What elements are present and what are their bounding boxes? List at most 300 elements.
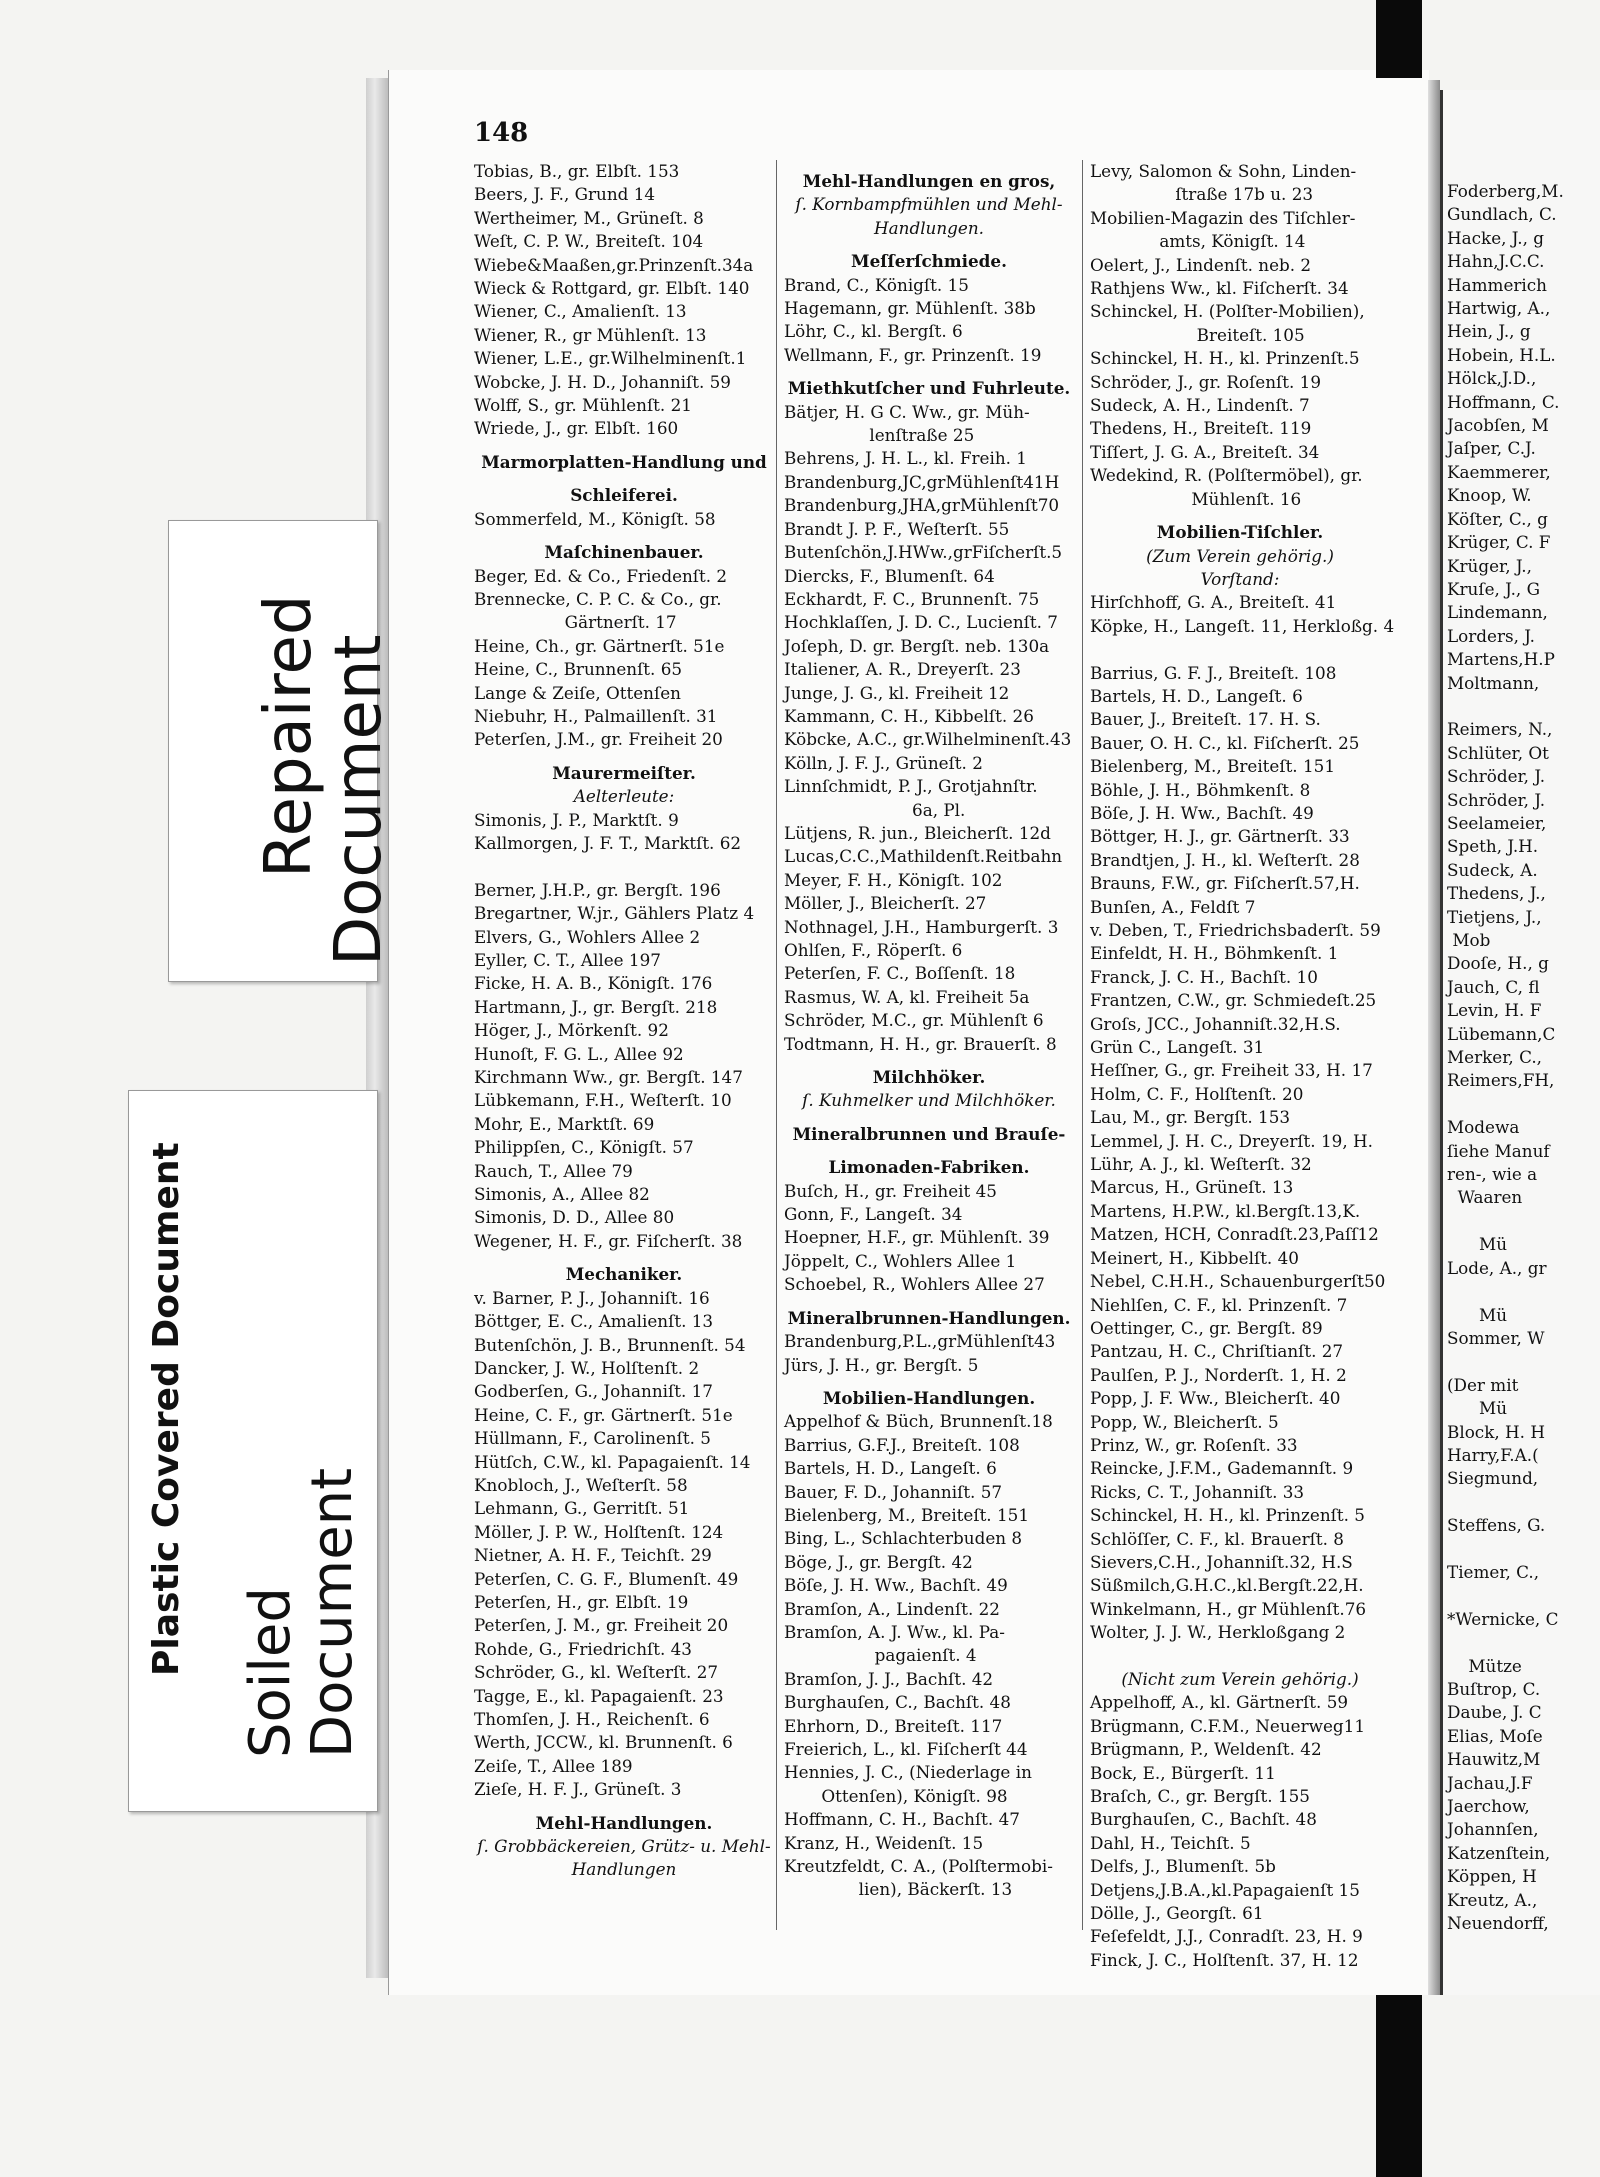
facing-entry: Jaerchow, [1447, 1796, 1530, 1817]
facing-entry: Hölck,J.D., [1447, 368, 1537, 389]
directory-entry: Pantzau, H. C., Chriſtianſt. 27 [1090, 1341, 1344, 1362]
directory-entry: Tobias, B., gr. Elbſt. 153 [474, 161, 680, 181]
facing-entry: Hauwitz,M [1447, 1749, 1541, 1770]
directory-entry: Heine, C., Brunnenſt. 65 [474, 659, 683, 680]
directory-entry: Oettinger, C., gr. Bergſt. 89 [1090, 1317, 1323, 1338]
directory-entry: Lau, M., gr. Bergſt. 153 [1090, 1107, 1291, 1128]
directory-entry: Sommerfeld, M., Königſt. 58 [474, 508, 716, 529]
directory-entry: v. Deben, T., Friedrichsbaderſt. 59 [1090, 920, 1381, 940]
facing-entry: Hacke, J., g [1447, 227, 1544, 248]
directory-entry: Marcus, H., Grüneſt. 13 [1090, 1177, 1294, 1198]
directory-entry: Simonis, A., Allee 82 [474, 1184, 650, 1205]
facing-entry [1447, 1631, 1600, 1654]
directory-entry: Bing, L., Schlachterbuden 8 [784, 1528, 1023, 1549]
directory-entry: Paulſen, P. J., Norderſt. 1, H. 2 [1090, 1364, 1347, 1385]
directory-entry [1090, 638, 1390, 661]
directory-entry: Lehmann, G., Gerritſt. 51 [474, 1498, 690, 1519]
directory-entry: Jürs, J. H., gr. Bergſt. 5 [784, 1354, 979, 1375]
directory-entry: Sievers,C.H., Johanniſt.32, H.S [1090, 1551, 1353, 1572]
directory-entry: Finck, J. C., Holſtenſt. 37, H. 12 [1090, 1949, 1359, 1970]
directory-entry: Simonis, J. P., Marktſt. 9 [474, 809, 679, 830]
section-heading: Mineralbrunnen-Handlungen. [787, 1307, 1071, 1328]
directory-entry: Lübkemann, F.H., Weſterſt. 10 [474, 1090, 732, 1111]
directory-entry: Brennecke, C. P. C. & Co., gr. [474, 588, 722, 609]
directory-entry: Bock, E., Bürgerſt. 11 [1090, 1762, 1276, 1783]
directory-entry: Brandenburg,P.L.,grMühlenſt43 [784, 1331, 1056, 1352]
facing-entry: Lorders, J. [1447, 625, 1536, 646]
directory-entry: Werth, JCCW., kl. Brunnenſt. 6 [474, 1732, 733, 1753]
directory-entry: Brauns, F.W., gr. Fiſcherſt.57,H. [1090, 873, 1360, 894]
directory-entry: Kreutzfeldt, C. A., (Polſtermobi- [784, 1856, 1053, 1877]
directory-entry: Buſch, H., gr. Freiheit 45 [784, 1180, 997, 1201]
column-2 [784, 160, 1074, 1902]
facing-entry: Hartwig, A., [1447, 298, 1551, 319]
facing-entry: Mob [1447, 930, 1491, 950]
directory-entry: Ehrhorn, D., Breiteſt. 117 [784, 1715, 1003, 1736]
facing-entry: Siegmund, [1447, 1468, 1539, 1489]
directory-entry: Peterſen, F. C., Boſſenſt. 18 [784, 963, 1016, 984]
directory-entry: Hartmann, J., gr. Bergſt. 218 [474, 996, 718, 1017]
directory-entry: Hoepner, H.F., gr. Mühlenſt. 39 [784, 1227, 1050, 1248]
repaired-label-line-1: Repaired [252, 594, 326, 878]
directory-entry: Simonis, D. D., Allee 80 [474, 1207, 675, 1228]
directory-entry: Schröder, J., gr. Roſenſt. 19 [1090, 371, 1322, 392]
directory-entry: Brandt J. P. F., Weſterſt. 55 [784, 518, 1010, 539]
directory-entry: Brandenburg,JHA,grMühlenſt70 [784, 495, 1060, 516]
directory-entry: Bunſen, A., Feldſt 7 [1090, 896, 1256, 917]
directory-entry: Breiteſt. 105 [1090, 324, 1305, 345]
directory-entry: Schinckel, H. H., kl. Prinzenſt. 5 [1090, 1505, 1365, 1526]
directory-entry: Einfeldt, H. H., Böhmkenſt. 1 [1090, 943, 1339, 964]
facing-entry [1447, 1210, 1600, 1233]
section-note: ſ. Kornbampfmühlen und Mehl- [795, 194, 1063, 215]
directory-entry: Böttger, H. J., gr. Gärtnerſt. 33 [1090, 826, 1350, 847]
directory-entry: Wedekind, R. (Polſtermöbel), gr. [1090, 465, 1363, 486]
directory-entry: Lucas,C.C.,Mathildenſt.Reitbahn [784, 846, 1063, 867]
facing-entry [1447, 1584, 1600, 1607]
directory-entry: Rauch, T., Allee 79 [474, 1160, 633, 1181]
directory-entry: Linnſchmidt, P. J., Grotjahnſtr. [784, 776, 1038, 797]
directory-entry: Eyller, C. T., Allee 197 [474, 950, 661, 970]
directory-entry: Godberſen, G., Johanniſt. 17 [474, 1381, 713, 1402]
directory-entry: Schlöſſer, C. F., kl. Brauerſt. 8 [1090, 1528, 1344, 1549]
facing-entry: Tietjens, J., [1447, 906, 1542, 927]
section-heading: Mechaniker. [565, 1264, 683, 1285]
column-3 [1090, 160, 1395, 1972]
directory-entry: Möller, J., Bleicherſt. 27 [784, 893, 987, 914]
directory-entry: Schinckel, H. H., kl. Prinzenſt.5 [1090, 348, 1360, 369]
directory-entry: amts, Königſt. 14 [1090, 231, 1306, 252]
directory-entry: Köbcke, A.C., gr.Wilhelminenſt.43 [784, 729, 1072, 750]
facing-entry: Moltmann, [1447, 672, 1540, 693]
section-note: (Zum Verein gehörig.) [1146, 545, 1334, 566]
directory-entry: Wiener, L.E., gr.Wilhelminenſt.1 [474, 348, 747, 369]
directory-entry: Hochklaſſen, J. D. C., Lucienſt. 7 [784, 612, 1058, 633]
facing-entry: Köſter, C., g [1447, 508, 1548, 529]
directory-entry: Meinert, H., Kibbelſt. 40 [1090, 1247, 1299, 1268]
section-heading: Meſſerſchmiede. [851, 251, 1007, 272]
directory-entry: Dancker, J. W., Holſtenſt. 2 [474, 1357, 700, 1378]
facing-entry: Hammerich [1447, 274, 1547, 295]
facing-entry: Mütze [1447, 1655, 1522, 1676]
section-heading: Limonaden-Fabriken. [828, 1157, 1030, 1178]
facing-entry: Dooſe, H., g [1447, 953, 1549, 974]
directory-entry: Kammann, C. H., Kibbelſt. 26 [784, 705, 1034, 726]
directory-entry: Groſs, JCC., Johanniſt.32,H.S. [1090, 1013, 1341, 1034]
directory-entry [1090, 1645, 1390, 1668]
directory-entry: pagaienſt. 4 [784, 1645, 977, 1666]
directory-entry: Franck, J. C. H., Bachſt. 10 [1090, 966, 1318, 987]
directory-entry: Hoffmann, C. H., Bachſt. 47 [784, 1809, 1020, 1830]
facing-entry: Sommer, W [1447, 1327, 1545, 1348]
directory-entry: lien), Bäckerſt. 13 [784, 1879, 1013, 1900]
facing-entry: Speth, J.H. [1447, 836, 1539, 857]
directory-entry: Todtmann, H. H., gr. Brauerſt. 8 [784, 1033, 1057, 1054]
directory-entry: Wertheimer, M., Grüneſt. 8 [474, 207, 704, 228]
facing-page-column [1447, 180, 1600, 1935]
directory-entry: Mohr, E., Marktſt. 69 [474, 1113, 655, 1134]
directory-entry: Elvers, G., Wohlers Allee 2 [474, 926, 701, 947]
directory-entry: Beger, Ed. & Co., Friedenſt. 2 [474, 565, 728, 586]
facing-entry: Daube, J. C [1447, 1702, 1542, 1723]
facing-entry: Sudeck, A. [1447, 859, 1538, 880]
directory-entry: Süßmilch,G.H.C.,kl.Bergſt.22,H. [1090, 1575, 1364, 1596]
directory-entry: Oelert, J., Lindenſt. neb. 2 [1090, 254, 1312, 275]
facing-entry: Jachau,J.F [1447, 1772, 1533, 1793]
section-note: Handlungen [571, 1859, 677, 1880]
directory-entry: Kirchmann Ww., gr. Bergſt. 147 [474, 1067, 743, 1088]
directory-entry: Butenſchön,J.HWw.,grFiſcherſt.5 [784, 542, 1063, 563]
facing-entry: Thedens, J., [1447, 883, 1546, 904]
facing-entry: *Wernicke, C [1447, 1608, 1559, 1629]
directory-entry: Delfs, J., Blumenſt. 5b [1090, 1856, 1276, 1877]
directory-entry: Löhr, C., kl. Bergſt. 6 [784, 321, 963, 342]
plastic-covered-label: Plastic Covered Document [146, 1142, 187, 1676]
directory-entry: Butenſchön, J. B., Brunnenſt. 54 [474, 1334, 746, 1355]
directory-entry: Berner, J.H.P., gr. Bergſt. 196 [474, 879, 721, 900]
facing-entry: Schröder, J. [1447, 789, 1546, 810]
directory-entry: Matzen, HCH, Conradſt.23,Paſſ12 [1090, 1224, 1379, 1245]
directory-entry: Martens, H.P.W., kl.Bergſt.13,K. [1090, 1200, 1361, 1221]
column-divider [1082, 160, 1083, 1930]
directory-entry: Wiener, R., gr Mühlenſt. 13 [474, 324, 707, 345]
facing-entry: Kreutz, A., [1447, 1889, 1538, 1910]
column-1 [474, 160, 774, 1882]
directory-entry: Niebuhr, H., Palmaillenſt. 31 [474, 705, 718, 726]
directory-entry: Bramſon, A., Lindenſt. 22 [784, 1598, 1000, 1619]
directory-entry: Thedens, H., Breiteſt. 119 [1090, 418, 1312, 439]
directory-entry: Rathjens Ww., kl. Fiſcherſt. 34 [1090, 278, 1349, 299]
facing-entry: Foderberg,M. [1447, 181, 1564, 201]
facing-entry: Köppen, H [1447, 1866, 1537, 1887]
directory-entry: Böhle, J. H., Böhmkenſt. 8 [1090, 779, 1311, 800]
directory-entry: Freierich, L., kl. Fiſcherſt 44 [784, 1739, 1028, 1759]
facing-entry: Buſtrop, C. [1447, 1679, 1541, 1699]
directory-entry: Jöppelt, C., Wohlers Allee 1 [784, 1250, 1017, 1271]
section-note: ſ. Grobbäckereien, Grütz- u. Mehl- [477, 1836, 771, 1857]
directory-entry: Kranz, H., Weidenſt. 15 [784, 1832, 984, 1853]
directory-entry: Tagge, E., kl. Papagaienſt. 23 [474, 1685, 724, 1706]
facing-entry: Martens,H.P [1447, 649, 1555, 670]
facing-entry: Neuendorff, [1447, 1913, 1549, 1934]
directory-entry: Popp, W., Bleicherſt. 5 [1090, 1411, 1279, 1432]
facing-entry: ſiehe Manuf [1447, 1140, 1550, 1161]
directory-entry: Holm, C. F., Holſtenſt. 20 [1090, 1083, 1304, 1104]
column-divider [776, 160, 777, 1930]
facing-entry [1447, 1280, 1600, 1303]
directory-entry: Wegener, H. F., gr. Fiſcherſt. 38 [474, 1230, 743, 1251]
directory-entry: v. Barner, P. J., Johanniſt. 16 [474, 1287, 710, 1308]
directory-entry: Detjens,J.B.A.,kl.Papagaienſt 15 [1090, 1879, 1360, 1900]
directory-entry: Schinckel, H. (Polſter-Mobilien), [1090, 301, 1365, 322]
directory-entry: Peterſen, C. G. F., Blumenſt. 49 [474, 1568, 739, 1589]
directory-entry: Wolter, J. J. W., Herkloßgang 2 [1090, 1622, 1346, 1643]
facing-entry [1447, 695, 1600, 718]
facing-entry: Tiemer, C., [1447, 1561, 1540, 1582]
directory-entry: Diercks, F., Blumenſt. 64 [784, 565, 995, 586]
facing-entry: (Der mit [1447, 1374, 1519, 1395]
directory-entry: Tiſſert, J. G. A., Breiteſt. 34 [1090, 441, 1320, 462]
directory-entry: Zieſe, H. F. J., Grüneſt. 3 [474, 1779, 682, 1800]
section-note: Handlungen. [874, 217, 984, 238]
directory-entry: Bramſon, J. J., Bachſt. 42 [784, 1668, 994, 1689]
section-heading: Schleiferei. [570, 485, 678, 506]
section-heading: Maurermeiſter. [552, 762, 696, 783]
soiled-label-line-2: Document [300, 1467, 365, 1758]
section-heading: Milchhöker. [872, 1067, 986, 1088]
section-note: ſ. Kuhmelker und Milchhöker. [802, 1090, 1056, 1111]
directory-entry: Brandtjen, J. H., kl. Weſterſt. 28 [1090, 849, 1360, 870]
directory-entry: Wiebe&Maaßen,gr.Prinzenſt.34a [474, 254, 754, 275]
directory-entry: Kallmorgen, J. F. T., Marktſt. 62 [474, 832, 742, 853]
directory-entry: Wiener, C., Amalienſt. 13 [474, 301, 687, 322]
section-heading: Mehl-Handlungen. [535, 1812, 713, 1833]
directory-entry: Beers, J. F., Grund 14 [474, 184, 656, 205]
facing-entry: Hoffmann, C. [1447, 391, 1560, 412]
directory-entry: Schröder, G., kl. Weſterſt. 27 [474, 1662, 719, 1683]
directory-entry: Ohlſen, F., Röperſt. 6 [784, 940, 963, 960]
facing-entry: ren-, wie a [1447, 1164, 1538, 1185]
repaired-label-line-2: Document [322, 634, 396, 966]
directory-entry: Ottenſen), Königſt. 98 [784, 1785, 1008, 1806]
directory-entry: Wellmann, F., gr. Prinzenſt. 19 [784, 344, 1042, 365]
directory-entry: Rohde, G., Friedrichſt. 43 [474, 1638, 692, 1659]
directory-entry: Dahl, H., Teichſt. 5 [1090, 1832, 1251, 1853]
facing-entry: Gundlach, C. [1447, 204, 1557, 225]
directory-entry: Peterſen, H., gr. Elbſt. 19 [474, 1591, 689, 1612]
directory-entry: Barrius, G.F.J., Breiteſt. 108 [784, 1434, 1020, 1455]
facing-entry [1447, 1093, 1600, 1116]
directory-entry: ſtraße 17b u. 23 [1090, 184, 1314, 205]
directory-entry: lenſtraße 25 [784, 425, 975, 446]
section-heading: Miethkutſcher und Fuhrleute. [787, 378, 1071, 399]
facing-entry: Krüger, J., [1447, 555, 1532, 576]
directory-entry: Schoebel, R., Wohlers Allee 27 [784, 1274, 1045, 1295]
directory-entry: Mobilien-Magazin des Tiſchler- [1090, 207, 1356, 228]
directory-entry: Kölln, J. F. J., Grüneſt. 2 [784, 752, 983, 773]
directory-entry: Behrens, J. H. L., kl. Freih. 1 [784, 448, 1027, 469]
facing-entry: Jaſper, C.J. [1447, 438, 1536, 459]
scanner-bar-top [1376, 0, 1422, 78]
facing-entry: Mü [1447, 1304, 1507, 1325]
facing-entry: Hein, J., g [1447, 321, 1531, 342]
directory-entry: Weſt, C. P. W., Breiteſt. 104 [474, 231, 704, 252]
page-number: 148 [474, 118, 529, 148]
directory-entry: Nietner, A. H. F., Teichſt. 29 [474, 1545, 712, 1566]
facing-entry: Lübemann,C [1447, 1023, 1556, 1044]
directory-entry: Köpke, H., Langeſt. 11, Herkloßg. 4 [1090, 615, 1395, 636]
directory-entry: Winkelmann, H., gr Mühlenſt.76 [1090, 1598, 1367, 1619]
facing-entry: Schröder, J. [1447, 766, 1546, 787]
facing-entry: Block, H. H [1447, 1421, 1545, 1442]
directory-entry: Knobloch, J., Weſterſt. 58 [474, 1474, 688, 1495]
directory-entry: Schröder, M.C., gr. Mühlenſt 6 [784, 1010, 1044, 1031]
facing-entry: Reimers, N., [1447, 719, 1553, 740]
facing-entry: Kaemmerer, [1447, 461, 1551, 482]
directory-entry: Hagemann, gr. Mühlenſt. 38b [784, 298, 1036, 319]
directory-entry: Böttger, E. C., Amalienſt. 13 [474, 1311, 714, 1332]
directory-entry: Bauer, O. H. C., kl. Fiſcherſt. 25 [1090, 732, 1360, 753]
directory-entry: Burghauſen, C., Bachſt. 48 [1090, 1809, 1317, 1830]
directory-entry: Joſeph, D. gr. Bergſt. neb. 130a [784, 635, 1050, 656]
directory-entry: Lütjens, R. jun., Bleicherſt. 12d [784, 822, 1051, 843]
section-heading: Mehl-Handlungen en gros, [802, 171, 1056, 191]
page-gutter [1428, 80, 1440, 1995]
directory-entry: Niehlſen, C. F., kl. Prinzenſt. 7 [1090, 1294, 1348, 1315]
section-heading: Mobilien-Tiſchler. [1156, 522, 1324, 543]
facing-entry [1447, 1538, 1600, 1561]
facing-entry [1447, 1491, 1600, 1514]
facing-entry: Harry,F.A.( [1447, 1444, 1539, 1465]
section-heading: Maſchinenbauer. [544, 542, 704, 563]
directory-entry: Nothnagel, J.H., Hamburgerſt. 3 [784, 916, 1059, 937]
directory-entry: Heine, Ch., gr. Gärtnerſt. 51e [474, 635, 725, 656]
directory-entry: Rasmus, W. A, kl. Freiheit 5a [784, 986, 1030, 1007]
facing-entry: Knoop, W. [1447, 485, 1532, 506]
facing-entry: Krüger, C. F [1447, 532, 1551, 553]
directory-entry: Bielenberg, M., Breiteſt. 151 [784, 1504, 1030, 1525]
facing-entry: Hahn,J.C.C. [1447, 251, 1545, 272]
directory-entry: Popp, J. F. Ww., Bleicherſt. 40 [1090, 1388, 1341, 1409]
directory-entry: Sudeck, A. H., Lindenſt. 7 [1090, 395, 1310, 416]
directory-entry: Bartels, H. D., Langeſt. 6 [784, 1458, 997, 1479]
directory-entry: Nebel, C.H.H., Schauenburgerſt50 [1090, 1271, 1386, 1292]
facing-page [1440, 90, 1600, 1995]
directory-entry: Bartels, H. D., Langeſt. 6 [1090, 685, 1303, 706]
directory-entry: Brügmann, P., Weldenſt. 42 [1090, 1739, 1322, 1760]
directory-entry: Bätjer, H. G C. Ww., gr. Müh- [784, 401, 1030, 422]
directory-entry: Lange & Zeiſe, Ottenſen [474, 682, 681, 703]
directory-entry: Gärtnerſt. 17 [474, 612, 677, 633]
facing-entry: Lode, A., gr [1447, 1257, 1547, 1278]
directory-entry: Böſe, J. H. Ww., Bachſt. 49 [1090, 802, 1314, 823]
directory-entry: Heſſner, G., gr. Freiheit 33, H. 17 [1090, 1060, 1373, 1081]
directory-entry: Peterſen, J.M., gr. Freiheit 20 [474, 729, 723, 750]
directory-entry: Braſch, C., gr. Bergſt. 155 [1090, 1786, 1310, 1807]
directory-entry: Eckhardt, F. C., Brunnenſt. 75 [784, 588, 1040, 609]
directory-entry: 6a, Pl. [784, 799, 966, 820]
facing-entry: Hobein, H.L. [1447, 344, 1556, 365]
facing-entry: Steffens, G. [1447, 1515, 1546, 1536]
facing-entry: Waaren [1447, 1187, 1523, 1208]
directory-entry: Wriede, J., gr. Elbſt. 160 [474, 418, 679, 439]
facing-entry: Johannſen, [1447, 1819, 1539, 1840]
directory-entry: Reincke, J.F.M., Gademannſt. 9 [1090, 1458, 1354, 1479]
directory-entry: Frantzen, C.W., gr. Schmiedeſt.25 [1090, 990, 1377, 1011]
directory-entry: Hütſch, C.W., kl. Papagaienſt. 14 [474, 1451, 751, 1472]
facing-entry: Lindemann, [1447, 602, 1548, 623]
directory-entry: Thomſen, J. H., Reichenſt. 6 [474, 1709, 710, 1729]
directory-entry: Möller, J. P. W., Holſtenſt. 124 [474, 1521, 724, 1542]
directory-entry: Lemmel, J. H. C., Dreyerſt. 19, H. [1090, 1130, 1373, 1151]
directory-entry: Böge, J., gr. Bergſt. 42 [784, 1551, 973, 1572]
directory-entry: Wobcke, J. H. D., Johanniſt. 59 [474, 371, 731, 392]
directory-entry: Hennies, J. C., (Niederlage in [784, 1762, 1032, 1783]
directory-entry: Appelhof & Büch, Brunnenſt.18 [784, 1411, 1053, 1432]
directory-entry: Appelhoff, A., kl. Gärtnerſt. 59 [1090, 1692, 1349, 1713]
directory-entry: Meyer, F. H., Königſt. 102 [784, 869, 1003, 890]
facing-entry [1447, 1350, 1600, 1373]
facing-entry: Mü [1447, 1234, 1507, 1255]
directory-entry: Hirſchhoff, G. A., Breiteſt. 41 [1090, 592, 1337, 613]
facing-entry: Schlüter, Ot [1447, 742, 1549, 763]
section-note: (Nicht zum Verein gehörig.) [1121, 1669, 1359, 1689]
directory-entry: Wieck & Rottgard, gr. Elbſt. 140 [474, 278, 750, 299]
directory-entry: Prinz, W., gr. Roſenſt. 33 [1090, 1434, 1298, 1455]
directory-entry: Grün C., Langeſt. 31 [1090, 1037, 1265, 1058]
facing-entry: Jacobſen, M [1447, 415, 1549, 436]
directory-entry: Brandenburg,JC,grMühlenſt41H [784, 471, 1060, 492]
facing-entry: Katzenſtein, [1447, 1842, 1551, 1863]
directory-entry: Brand, C., Königſt. 15 [784, 274, 969, 295]
directory-entry: Höger, J., Mörkenſt. 92 [474, 1020, 669, 1041]
directory-entry: Lühr, A. J., kl. Weſterſt. 32 [1090, 1154, 1312, 1175]
soiled-label-line-1: Soiled [238, 1587, 303, 1758]
directory-entry: Junge, J. G., kl. Freiheit 12 [784, 682, 1010, 703]
directory-entry: Zeiſe, T., Allee 189 [474, 1755, 633, 1776]
facing-entry: Reimers,FH, [1447, 1070, 1555, 1091]
directory-entry: Bramſon, A. J. Ww., kl. Pa- [784, 1621, 1005, 1642]
directory-entry: Mühlenſt. 16 [1090, 488, 1302, 509]
directory-entry: Dölle, J., Georgſt. 61 [1090, 1903, 1264, 1924]
facing-entry: Kruſe, J., G [1447, 578, 1541, 599]
directory-entry: Hüllmann, F., Carolinenſt. 5 [474, 1428, 711, 1449]
facing-entry: Jauch, C, fl [1447, 976, 1540, 997]
directory-entry: Bauer, F. D., Johanniſt. 57 [784, 1481, 1003, 1502]
directory-entry: Italiener, A. R., Dreyerſt. 23 [784, 659, 1021, 680]
facing-entry: Merker, C., [1447, 1047, 1542, 1068]
directory-entry: Böſe, J. H. Ww., Bachſt. 49 [784, 1575, 1008, 1596]
section-note: Aelterleute: [573, 786, 675, 807]
directory-entry: Peterſen, J. M., gr. Freiheit 20 [474, 1615, 729, 1636]
facing-entry: Seelameier, [1447, 812, 1547, 833]
directory-entry: Wolff, S., gr. Mühlenſt. 21 [474, 395, 692, 416]
directory-entry: Ricks, C. T., Johanniſt. 33 [1090, 1481, 1305, 1502]
facing-entry: Mü [1447, 1398, 1507, 1419]
directory-entry: Gonn, F., Langeſt. 34 [784, 1204, 963, 1225]
directory-entry: Brügmann, C.F.M., Neuerweg11 [1090, 1715, 1365, 1736]
directory-entry: Barrius, G. F. J., Breiteſt. 108 [1090, 662, 1337, 683]
facing-entry: Modewa [1447, 1117, 1520, 1138]
directory-entry: Burghauſen, C., Bachſt. 48 [784, 1692, 1011, 1713]
section-heading: Mobilien-Handlungen. [822, 1387, 1036, 1408]
directory-entry: Hunoſt, F. G. L., Allee 92 [474, 1043, 684, 1064]
directory-entry: Feſefeldt, J.J., Conradſt. 23, H. 9 [1090, 1926, 1363, 1947]
directory-entry: Ficke, H. A. B., Königſt. 176 [474, 973, 713, 994]
directory-entry: Philippſen, C., Königſt. 57 [474, 1137, 694, 1158]
scanner-bar-bottom [1376, 1995, 1422, 2177]
directory-entry: Bauer, J., Breiteſt. 17. H. S. [1090, 709, 1321, 730]
